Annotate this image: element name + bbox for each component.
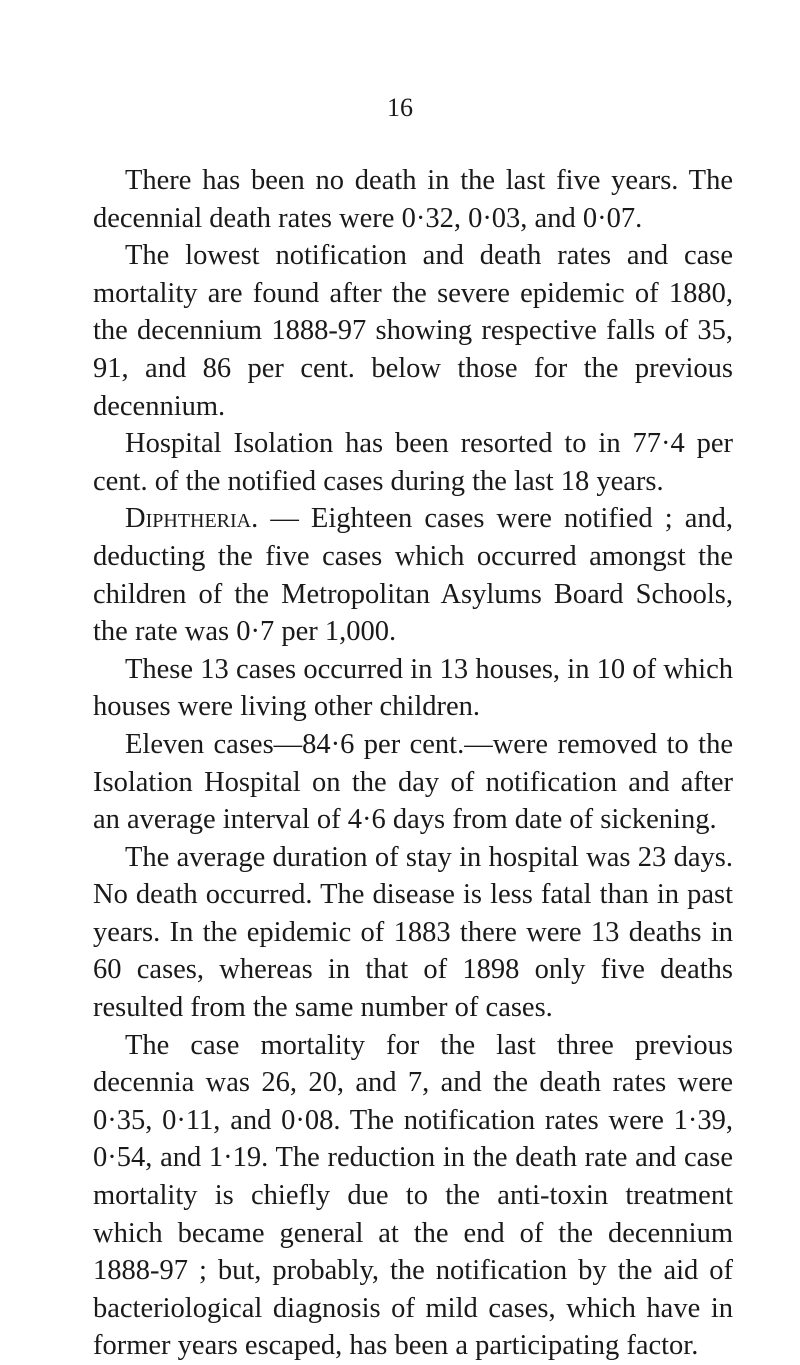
paragraph-1: There has been no death in the last five years. The decennial death rates were 0·32, 0·03, and 0·07. (93, 165, 733, 234)
section-heading-diphtheria: Diphtheria. (125, 503, 259, 535)
body-text (93, 162, 733, 1365)
page-number: 16 (387, 93, 413, 122)
paragraph-5: These 13 cases occurred in 13 houses, in 10 of which houses were living other children. (93, 653, 733, 723)
paragraph-2: The lowest notification and death rates and case mortality are found after the severe epidemic of 1880, the decennium 1888-97 showing respective falls of 35, 91, and 86 per cent. below those for the previous decennium. (93, 240, 733, 422)
paragraph-4-text: — Eighteen cases were notified ; and, deducting the five cases which occurred amongst the children of the Metropolitan Asylums Board Schools, the rate was 0·7 per 1,000. (93, 503, 733, 648)
paragraph-6: Eleven cases—84·6 per cent.—were removed to the Isolation Hospital on the day of notification and after an average interval of 4·6 days from date of sickening. (93, 728, 733, 836)
paragraph-4 (93, 500, 733, 650)
paragraph-7: The average duration of stay in hospital was 23 days. No death occurred. The disease is less fatal than in past years. In the epidemic of 1883 there were 13 deaths in 60 cases, whereas in that of 1898 only five deaths resulted from the same number of cases. (93, 841, 733, 1024)
paragraph-3: Hospital Isolation has been resorted to in 77·4 per cent. of the notified cases during the last 18 years. (93, 428, 733, 497)
paragraph-8: The case mortality for the last three previous decennia was 26, 20, and 7, and the death rates were 0·35, 0·11, and 0·08. The notification rates were 1·39, 0·54, and 1·19. The reduction in the death rate and case mortality is chiefly due to the anti-toxin treatment which became general at the end of the decennium 1888-97 ; but, probably, the notification by the aid of bacteriological diagnosis of mild cases, which have in former years escaped, has been a participating factor. (93, 1029, 733, 1362)
